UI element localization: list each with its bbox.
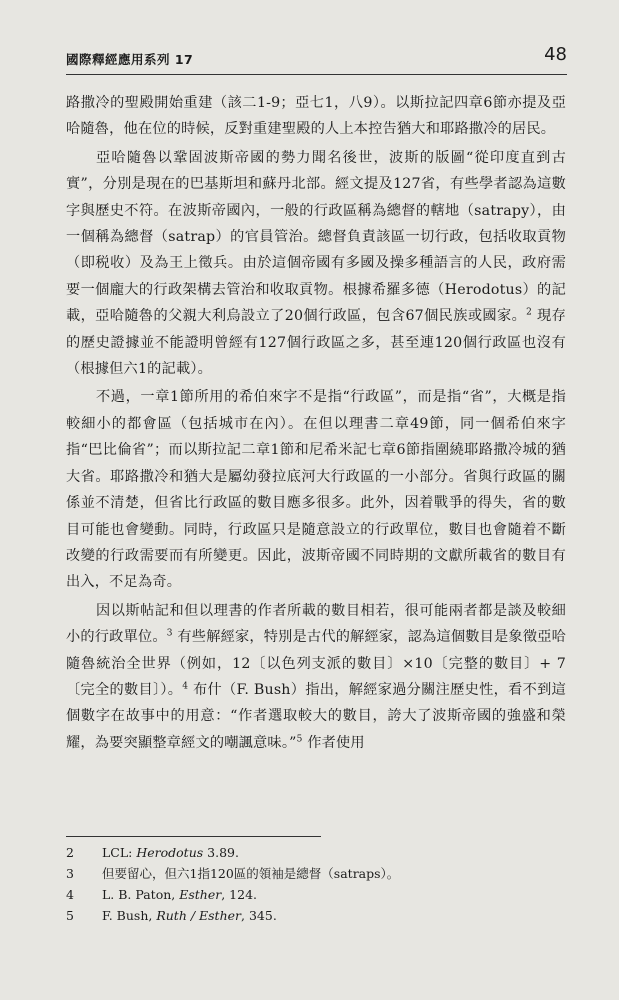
footnote xyxy=(66,863,566,884)
footnote-text: F. Bush, Ruth / Esther, 345. xyxy=(102,908,277,923)
footnote xyxy=(66,905,566,926)
paragraph-text: 現存的歷史證據並不能證明曾經有127個行政區之多，甚至連120個行政區也沒有（根據但六1的記載）。 xyxy=(66,308,566,378)
paragraph-text: 亞哈隨魯以鞏固波斯帝國的勢力聞名後世，波斯的版圖“從印度直到古實”，分別是現在的巴基斯坦和蘇丹北部。經文提及127省，有些學者認為這數字與歷史不符。在波斯帝國內，一般的行政區稱為總督的轄地（satrapy），由一個稱為總督（satrap）的官員管治。總督負責該區一切行政，包括收取貢物（即税收）及為王上徵兵。由於這個帝國有多國及操多種語言的人民，政府需要一個龐大的行政架構去管治和收取貢物。根據希羅多德（Herodotus）的記載，亞哈隨魯的父親大利烏設立了20個行政區，包含67個民族或國家。 xyxy=(66,149,566,325)
paragraph-text: 因以斯帖記和但以理書的作者所載的數目相若，很可能兩者都是談及較細小的行政單位。 xyxy=(66,602,566,646)
footnote-text: LCL: Herodotus 3.89. xyxy=(102,845,239,860)
paragraph-text: 作者使用 xyxy=(307,734,365,751)
paragraph-text: 不過，一章1節所用的希伯來字不是指“行政區”，而是指“省”，大概是指較細小的都會區（包括城市在內）。在但以理書二章49節，同一個希伯來字指“巴比倫省”；而以斯拉記二章1節和尼希米記七章6節指圍繞耶路撒冷城的猶大省。耶路撒冷和猶大是屬幼發拉底河大行政區的一小部分。省與行政區的關係並不清楚，但省比行政區的數目應多很多。此外，因着戰爭的得失，省的數目可能也會變動。同時，行政區只是隨意設立的行政單位，數目也會隨着不斷改變的行政需要而有所變更。因此，波斯帝國不同時期的文獻所載省的數目有出入，不足為奇。 xyxy=(66,389,566,591)
footnote-ref[interactable]: 4 xyxy=(182,681,189,692)
footnote-divider xyxy=(66,836,321,837)
footnote xyxy=(66,842,566,863)
footnote-ref[interactable]: 5 xyxy=(296,734,303,745)
paragraph-4 xyxy=(66,598,566,756)
footnote-text: 但要留心，但六1指120區的領袖是總督（satraps）。 xyxy=(102,866,400,881)
paragraph-2 xyxy=(66,145,566,383)
footnote-ref[interactable]: 3 xyxy=(166,628,173,639)
footnote-number: 3 xyxy=(66,866,74,881)
running-header xyxy=(66,40,567,75)
paragraph-text: 有些解經家，特別是古代的解經家，認為這個數目是象徵亞哈隨魯統治全世界（例如，12〔以色列支派的數目〕×10〔完整的數目〕+ 7〔完全的數目〕）。 xyxy=(66,629,566,698)
footnote-number: 2 xyxy=(66,845,74,860)
series-title: 國際釋經應用系列 17 xyxy=(66,52,194,67)
footnote-ref[interactable]: 2 xyxy=(526,307,533,318)
paragraph-text: 路撒冷的聖殿開始重建（該二1-9；亞七1，八9）。以斯拉記四章6節亦提及亞哈隨魯，他在位的時候，反對重建聖殿的人上本控告猶大和耶路撒冷的居民。 xyxy=(66,95,566,138)
footnote-number: 5 xyxy=(66,908,74,923)
footnotes xyxy=(66,842,566,926)
footnote-text: L. B. Paton, Esther, 124. xyxy=(102,887,258,902)
paragraph-1 xyxy=(66,90,566,143)
page-number: 48 xyxy=(544,44,567,65)
paragraph-3 xyxy=(66,384,566,595)
footnote-number: 4 xyxy=(66,887,74,902)
footnote xyxy=(66,884,566,905)
main-text xyxy=(66,90,566,758)
paragraph-text: 布什（F. Bush）指出，解經家過分關注歷史性，看不到這個數字在故事中的用意：“作者選取較大的數目，誇大了波斯帝國的強盛和榮耀，為要突顯整章經文的嘲諷意味。” xyxy=(66,681,567,751)
